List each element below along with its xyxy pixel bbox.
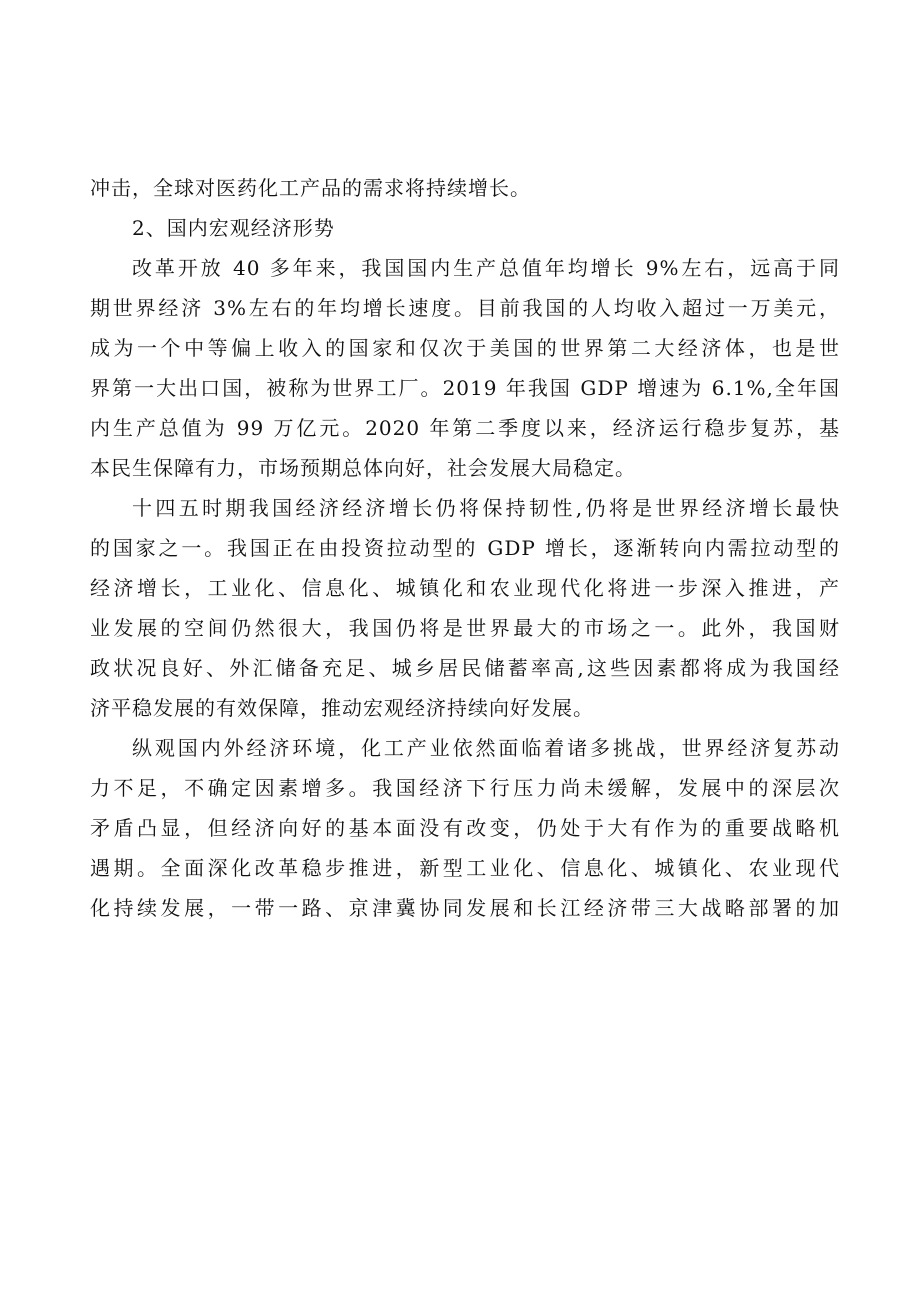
document-body [90,168,840,928]
paragraph-line: 力不足，不确定因素增多。我国经济下行压力尚未缓解，发展中的深层次 [90,776,840,800]
paragraph-line: 界第一大出口国，被称为世界工厂。2019 年我国 GDP 增速为 6.1%,全年国 [90,376,840,400]
paragraph-line: 内生产总值为 99 万亿元。2020 年第二季度以来，经济运行稳步复苏，基 [90,416,840,440]
paragraph-line: 矛盾凸显，但经济向好的基本面没有改变，仍处于大有作为的重要战略机 [90,816,840,840]
paragraph-line: 遇期。全面深化改革稳步推进，新型工业化、信息化、城镇化、农业现代 [90,856,840,880]
section-heading: 2、国内宏观经济形势 [132,216,335,240]
paragraph-line: 业发展的空间仍然很大，我国仍将是世界最大的市场之一。此外，我国财 [90,616,840,640]
paragraph-1 [90,248,840,488]
paragraph-line: 十四五时期我国经济经济增长仍将保持韧性,仍将是世界经济增长最快 [132,496,840,520]
paragraph-line: 化持续发展，一带一路、京津冀协同发展和长江经济带三大战略部署的加 [90,896,840,920]
paragraph-line: 的国家之一。我国正在由投资拉动型的 GDP 增长，逐渐转向内需拉动型的 [90,536,840,560]
paragraph-2 [90,488,840,728]
paragraph-line: 政状况良好、外汇储备充足、城乡居民储蓄率高,这些因素都将成为我国经 [90,656,840,680]
paragraph-line: 改革开放 40 多年来，我国国内生产总值年均增长 9%左右，远高于同 [132,256,840,280]
continuation-line: 冲击，全球对医药化工产品的需求将持续增长。 [90,176,531,200]
paragraph-line: 经济增长，工业化、信息化、城镇化和农业现代化将进一步深入推进，产 [90,576,840,600]
paragraph-3 [90,728,840,928]
paragraph-line: 纵观国内外经济环境，化工产业依然面临着诸多挑战，世界经济复苏动 [132,736,840,760]
paragraph-line: 本民生保障有力，市场预期总体向好，社会发展大局稳定。 [90,456,636,480]
paragraph-line: 期世界经济 3%左右的年均增长速度。目前我国的人均收入超过一万美元， [90,296,840,320]
paragraph-line: 成为一个中等偏上收入的国家和仅次于美国的世界第二大经济体，也是世 [90,336,840,360]
paragraph-line: 济平稳发展的有效保障，推动宏观经济持续向好发展。 [90,696,594,720]
